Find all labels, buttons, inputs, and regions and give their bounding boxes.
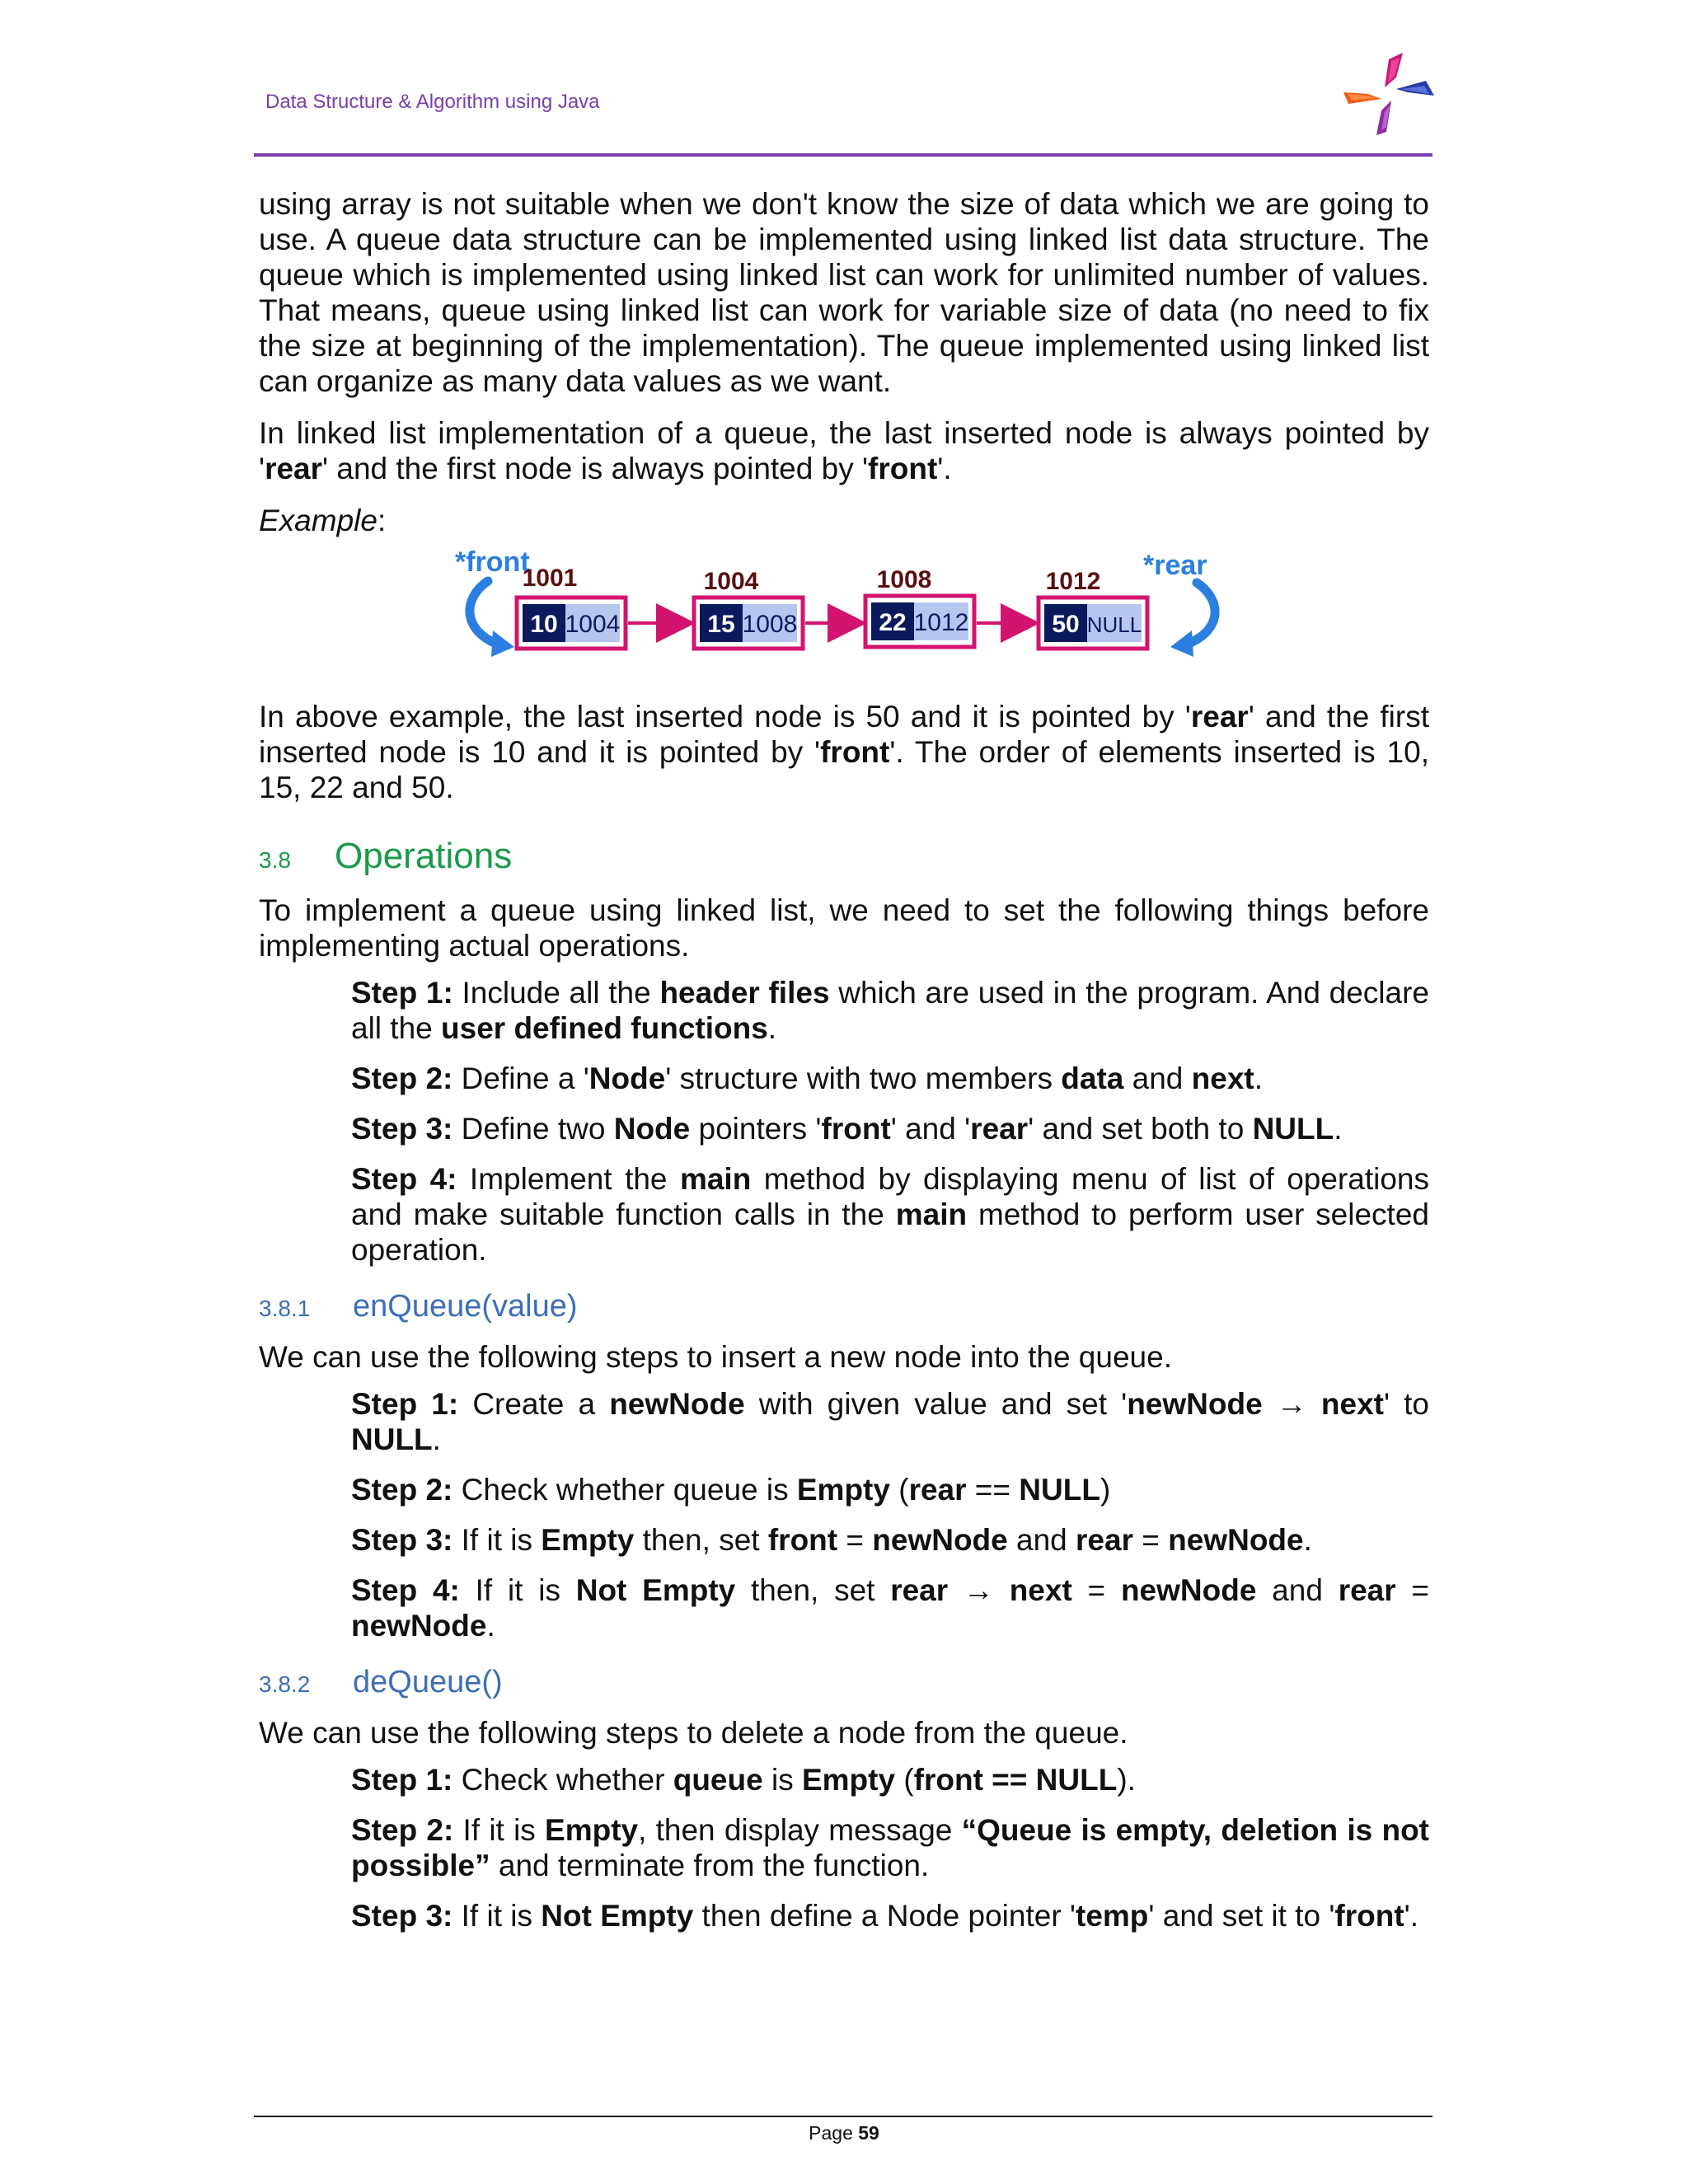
enqueue-step-2: Step 2: Check whether queue is Empty (rear == NULL) bbox=[351, 1473, 1111, 1507]
svg-text:10: 10 bbox=[530, 611, 558, 638]
page-content bbox=[259, 186, 1429, 1948]
example-label: Example: bbox=[259, 504, 387, 537]
operations-intro: To implement a queue using linked list, we need to set the following things before implementing actual operations. bbox=[259, 893, 1429, 963]
footer-rule bbox=[254, 2116, 1432, 2117]
setup-step-3: Step 3: Define two Node pointers 'front' and 'rear' and set both to NULL. bbox=[351, 1112, 1343, 1146]
subsection-heading-enqueue bbox=[259, 1289, 1429, 1326]
section-title: Operations bbox=[335, 836, 513, 876]
svg-text:22: 22 bbox=[879, 609, 907, 636]
enqueue-step-1: Step 1: Create a newNode with given value and set 'newNode → next' to NULL. bbox=[351, 1387, 1430, 1456]
queue-node-1 bbox=[517, 565, 626, 649]
svg-text:1004: 1004 bbox=[565, 611, 621, 638]
section-number: 3.8 bbox=[259, 847, 291, 873]
setup-step-2: Step 2: Define a 'Node' structure with two members data and next. bbox=[351, 1062, 1264, 1095]
running-header: Data Structure & Algorithm using Java bbox=[265, 91, 600, 113]
dequeue-step-3: Step 3: If it is Not Empty then define a Node pointer 'temp' and set it to 'front'. bbox=[351, 1899, 1418, 1933]
subsection-number: 3.8.1 bbox=[259, 1296, 311, 1321]
linked-queue-diagram bbox=[259, 546, 1429, 691]
queue-node-4 bbox=[1039, 568, 1147, 649]
front-pointer-label: *front bbox=[455, 546, 530, 578]
svg-text:1012: 1012 bbox=[1045, 568, 1101, 595]
intro-paragraph: using array is not suitable when we don't know the size of data which we are going to use. A queue data structure can be implemented using linked list data structure. The queue which is implemented using linked list can work for unlimited number of values. That means, queue using linked list can work for variable size of data (no need to fix the size at beginning of the implementation). The queue implemented using linked list can organize as many data values as we want. bbox=[259, 187, 1429, 398]
svg-text:1008: 1008 bbox=[742, 611, 798, 638]
dequeue-step-2: Step 2: If it is Empty, then display message “Queue is empty, deletion is not possible” and terminate from the function. bbox=[351, 1813, 1430, 1882]
svg-text:1008: 1008 bbox=[876, 566, 932, 593]
setup-step-1: Step 1: Include all the header files which are used in the program. And declare all the user defined functions. bbox=[351, 976, 1429, 1045]
rear-curved-arrow-icon bbox=[1189, 583, 1215, 644]
setup-step-4: Step 4: Implement the main method by displaying menu of list of operations and make suitable function calls in the main method to perform user selected operation. bbox=[351, 1162, 1429, 1267]
svg-text:1004: 1004 bbox=[703, 568, 759, 595]
queue-node-3 bbox=[865, 566, 974, 647]
header-rule bbox=[254, 153, 1432, 157]
enqueue-step-3: Step 3: If it is Empty then, set front = newNode and rear = newNode. bbox=[351, 1523, 1312, 1557]
pointer-paragraph: In linked list implementation of a queue, the last inserted node is always pointed by 'rear' and the first node is always pointed by 'front'. bbox=[259, 416, 1429, 485]
page-footer bbox=[0, 2122, 1688, 2144]
rear-pointer-label: *rear bbox=[1143, 550, 1207, 581]
svg-text:15: 15 bbox=[707, 611, 735, 638]
pinwheel-logo bbox=[1343, 53, 1434, 135]
dequeue-steps bbox=[351, 1762, 1429, 1933]
front-curved-arrow-icon bbox=[470, 581, 496, 644]
setup-steps bbox=[351, 975, 1429, 1268]
example-explanation: In above example, the last inserted node is 50 and it is pointed by 'rear' and the first inserted node is 10 and it is pointed by 'front'. The order of elements inserted is 10, 15, 22 and 50. bbox=[259, 700, 1429, 804]
enqueue-intro: We can use the following steps to insert a new node into the queue. bbox=[259, 1340, 1172, 1374]
svg-text:50: 50 bbox=[1052, 611, 1080, 638]
dequeue-intro: We can use the following steps to delete a node from the queue. bbox=[259, 1716, 1128, 1750]
enqueue-step-4: Step 4: If it is Not Empty then, set rear → next = newNode and rear = newNode. bbox=[351, 1573, 1430, 1643]
queue-node-2 bbox=[694, 568, 803, 649]
svg-text:1012: 1012 bbox=[913, 609, 969, 636]
subsection-number: 3.8.2 bbox=[259, 1671, 311, 1697]
svg-text:NULL: NULL bbox=[1086, 612, 1142, 637]
subsection-heading-dequeue bbox=[259, 1665, 1429, 1702]
dequeue-step-1: Step 1: Check whether queue is Empty (front == NULL). bbox=[351, 1763, 1136, 1797]
subsection-title: enQueue(value) bbox=[353, 1289, 578, 1324]
section-heading-operations bbox=[259, 838, 1429, 878]
subsection-title: deQueue() bbox=[353, 1665, 503, 1699]
svg-text:1001: 1001 bbox=[522, 565, 578, 592]
enqueue-steps bbox=[351, 1386, 1429, 1643]
page-number: 59 bbox=[858, 2122, 879, 2144]
page-label: Page bbox=[809, 2122, 853, 2144]
